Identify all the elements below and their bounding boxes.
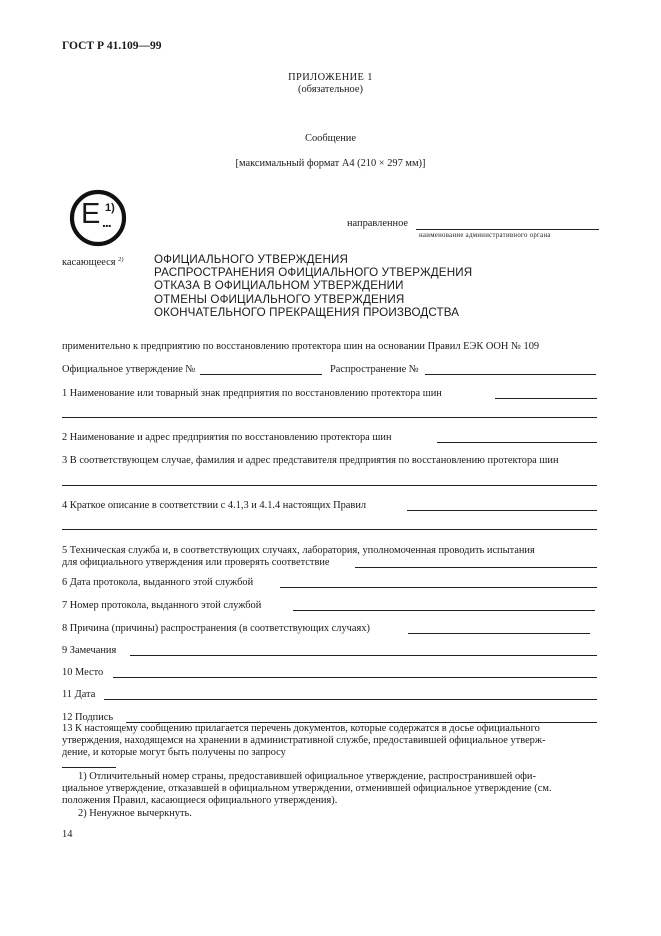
- item-2-label: 2 Наименование и адрес предприятия по восстановлению протектора шин: [62, 432, 392, 443]
- item-6-label: 6 Дата протокола, выданного этой службой: [62, 577, 254, 588]
- item-3-continuation-line[interactable]: [62, 485, 597, 486]
- approval-mark-footnote-ref: 1): [105, 202, 115, 214]
- item-4-field[interactable]: [407, 510, 597, 511]
- item-4-continuation-line[interactable]: [62, 529, 597, 530]
- item-13-line-3: дение, и которые могут быть получены по запросу: [62, 747, 286, 758]
- item-1-label: 1 Наименование или товарный знак предприятия по восстановлению протектора шин: [62, 388, 442, 399]
- extension-number-field[interactable]: [425, 374, 596, 375]
- approval-number-label: Официальное утверждение №: [62, 364, 196, 375]
- addressee-label: направленное: [347, 218, 409, 229]
- item-11-field[interactable]: [104, 699, 597, 700]
- concerning-option: ОФИЦИАЛЬНОГО УТВЕРЖДЕНИЯ: [154, 253, 349, 266]
- item-10-label: 10 Место: [62, 667, 104, 678]
- item-13-line-2: утверждения, находящемся на хранении в административной службе, предоставившей официальное утверж-: [62, 735, 546, 746]
- annex-title: ПРИЛОЖЕНИЕ 1: [288, 72, 373, 83]
- item-9-label: 9 Замечания: [62, 645, 117, 656]
- concerning-footnote-ref: 2): [118, 256, 124, 263]
- item-8-field[interactable]: [408, 633, 590, 634]
- format-note: [максимальный формат А4 (210 × 297 мм)]: [235, 158, 426, 169]
- item-1-field[interactable]: [495, 398, 597, 399]
- concerning-option: ОТКАЗА В ОФИЦИАЛЬНОМ УТВЕРЖДЕНИИ: [154, 279, 404, 293]
- item-7-field[interactable]: [293, 610, 595, 611]
- page-number: 14: [62, 829, 73, 840]
- item-3-label: 3 В соответствующем случае, фамилия и адрес представителя предприятия по восстановлению протектора шин: [62, 455, 559, 466]
- item-1-continuation-line[interactable]: [62, 417, 597, 418]
- annex-subtitle: (обязательное): [298, 84, 363, 95]
- footnote-1-line-1: 1) Отличительный номер страны, предоставившей официальное утверждение, распространившей офи-: [78, 771, 536, 782]
- item-5-field[interactable]: [355, 567, 597, 568]
- concerning-option: ОТМЕНЫ ОФИЦИАЛЬНОГО УТВЕРЖДЕНИЯ: [154, 292, 405, 306]
- item-13-line-1: 13 К настоящему сообщению прилагается перечень документов, которые содержатся в досье официального: [62, 723, 540, 734]
- item-6-field[interactable]: [280, 587, 597, 588]
- approval-mark-dots: ...: [102, 214, 111, 230]
- item-5-label-line-2: для официального утверждения или проверять соответствие: [62, 557, 330, 568]
- concerning-label-text: касающееся: [62, 257, 116, 268]
- approval-mark-letter: E: [81, 198, 101, 230]
- approval-mark-logo: [68, 188, 128, 248]
- item-2-field[interactable]: [437, 442, 597, 443]
- concerning-option: РАСПРОСТРАНЕНИЯ ОФИЦИАЛЬНОГО УТВЕРЖДЕНИЯ: [154, 266, 473, 280]
- item-5-label-line-1: 5 Техническая служба и, в соответствующих случаях, лаборатория, уполномоченная проводить испытания: [62, 545, 535, 556]
- addressee-line: [416, 229, 599, 230]
- item-12-label: 12 Подпись: [62, 712, 114, 723]
- item-11-label: 11 Дата: [62, 689, 96, 700]
- document-code: ГОСТ Р 41.109—99: [62, 40, 162, 52]
- addressee-caption: наименование административного органа: [419, 232, 551, 239]
- item-7-label: 7 Номер протокола, выданного этой службой: [62, 600, 262, 611]
- applicability-text: применительно к предприятию по восстановлению протектора шин на основании Правил ЕЭК ООН № 109: [62, 341, 540, 352]
- item-8-label: 8 Причина (причины) распространения (в соответствующих случаях): [62, 623, 370, 634]
- item-4-label: 4 Краткое описание в соответствии с 4.1,3 и 4.1.4 настоящих Правил: [62, 500, 367, 511]
- footnote-2: 2) Ненужное вычеркнуть.: [78, 808, 192, 819]
- footnote-separator: [62, 767, 116, 768]
- message-heading: Сообщение: [305, 133, 356, 144]
- approval-number-field[interactable]: [200, 374, 322, 375]
- item-9-field[interactable]: [130, 655, 597, 656]
- footnote-1-line-2: циальное утверждение, отказавшей в официальном утверждении, отменившей официальное утверждение (см.: [62, 783, 552, 794]
- extension-number-label: Распространение №: [330, 364, 419, 375]
- footnote-1-line-3: положения Правил, касающиеся официального утверждения).: [62, 795, 338, 806]
- concerning-label: [62, 256, 124, 268]
- concerning-options: [154, 253, 472, 319]
- concerning-option: ОКОНЧАТЕЛЬНОГО ПРЕКРАЩЕНИЯ ПРОИЗВОДСТВА: [154, 305, 460, 319]
- item-10-field[interactable]: [113, 677, 597, 678]
